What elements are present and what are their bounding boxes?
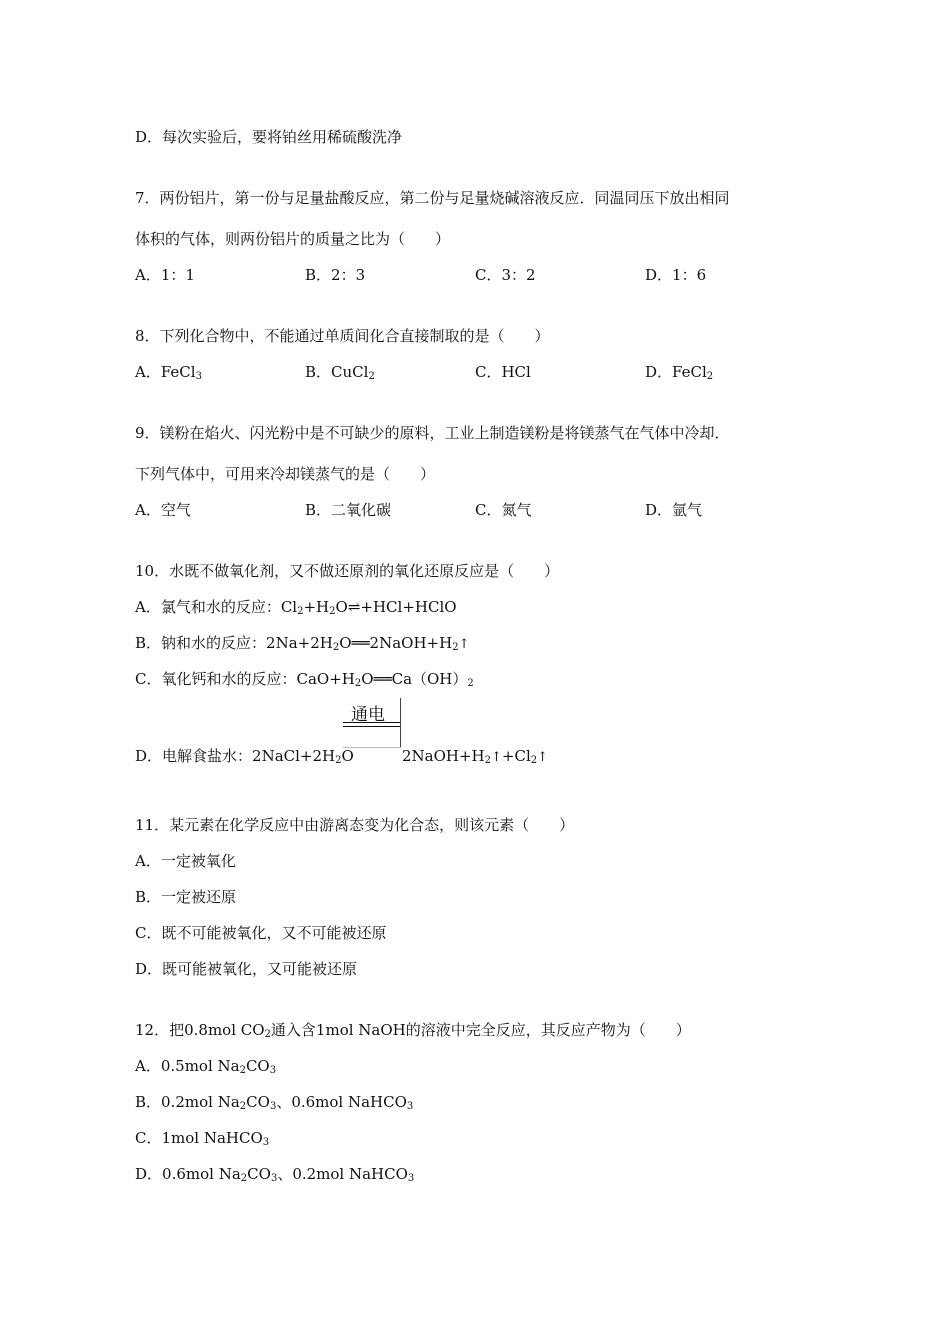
equation-double-bar bbox=[343, 722, 401, 723]
q10-stem: 10．水既不做氧化剂，又不做还原剂的氧化还原反应是（ ） bbox=[135, 562, 560, 580]
q7-stem-line2: 体积的气体，则两份铝片的质量之比为（ ） bbox=[135, 230, 451, 248]
q9-option-d: D．氩气 bbox=[645, 501, 703, 519]
q9-stem-line2: 下列气体中，可用来冷却镁蒸气的是（ ） bbox=[135, 465, 436, 483]
q11-option-a: A．一定被氧化 bbox=[135, 852, 236, 870]
q10-option-a: A．氯气和水的反应：$Cl_2+H_2O\rightleftharpoons+HCl+HClO$ bbox=[135, 598, 457, 617]
q7-option-c: C．3：2 bbox=[475, 266, 536, 284]
q10-option-b: B．钠和水的反应：$2Na+2H_2O══2NaOH+H_2↑$ bbox=[135, 634, 470, 653]
q12-option-c: C．1mol NaHCO$_3$ bbox=[135, 1129, 270, 1148]
q6-option-d: D．每次实验后，要将铂丝用稀硫酸洗净 bbox=[135, 128, 403, 146]
q8-option-d: D．FeCl$_2$ bbox=[645, 363, 714, 382]
electrolysis-condition bbox=[343, 698, 401, 748]
q8-stem: 8．下列化合物中，不能通过单质间化合直接制取的是（ ） bbox=[135, 327, 550, 345]
gas-arrow-icon: ↑ bbox=[458, 637, 470, 652]
q8-option-c: C．HCl bbox=[475, 363, 531, 381]
q12-option-a: A．0.5mol $Na_2CO_3$ bbox=[135, 1057, 277, 1076]
q12-option-b: B．0.2mol $Na_2CO_3$、0.6mol NaHCO$_3$ bbox=[135, 1093, 414, 1112]
q9-option-c: C．氮气 bbox=[475, 501, 532, 519]
condition-label: 通电 bbox=[351, 705, 385, 725]
q9-stem-line1: 9．镁粉在焰火、闪光粉中是不可缺少的原料，工业上制造镁粉是将镁蒸气在气体中冷却． bbox=[135, 424, 730, 442]
q11-option-c: C．既不可能被氧化，又不可能被还原 bbox=[135, 924, 387, 942]
q7-option-a: A．1：1 bbox=[135, 266, 195, 284]
q8-option-a: A．FeCl$_3$ bbox=[135, 363, 202, 382]
q10-option-d: D．电解食盐水：$2NaCl+2H_2O$ bbox=[135, 747, 354, 766]
q12-stem: 12．把0.8mol $CO_2$通入含1mol NaOH的溶液中完全反应，其反应产物为（ ） bbox=[135, 1021, 691, 1040]
q7-option-b: B．2：3 bbox=[305, 266, 366, 284]
q7-stem-line1: 7．两份铝片，第一份与足量盐酸反应，第二份与足量烧碱溶液反应．同温同压下放出相同 bbox=[135, 189, 730, 207]
q11-option-d: D．既可能被氧化，又可能被还原 bbox=[135, 960, 358, 978]
q9-option-a: A．空气 bbox=[135, 501, 191, 519]
q7-option-d: D．1：6 bbox=[645, 266, 707, 284]
q8-option-b: B．CuCl$_2$ bbox=[305, 363, 375, 382]
q11-option-b: B．一定被还原 bbox=[135, 888, 237, 906]
q10-option-d-products: $2NaOH+H_2↑+Cl_2↑$ bbox=[402, 747, 549, 766]
q12-option-d: D．0.6mol $Na_2CO_3$、0.2mol NaHCO$_3$ bbox=[135, 1165, 415, 1184]
q9-option-b: B．二氧化碳 bbox=[305, 501, 392, 519]
q11-stem: 11．某元素在化学反应中由游离态变为化合态，则该元素（ ） bbox=[135, 816, 575, 834]
q10-option-c: C．氧化钙和水的反应：$CaO+H_2O══Ca(OH)_2$ bbox=[135, 670, 474, 689]
